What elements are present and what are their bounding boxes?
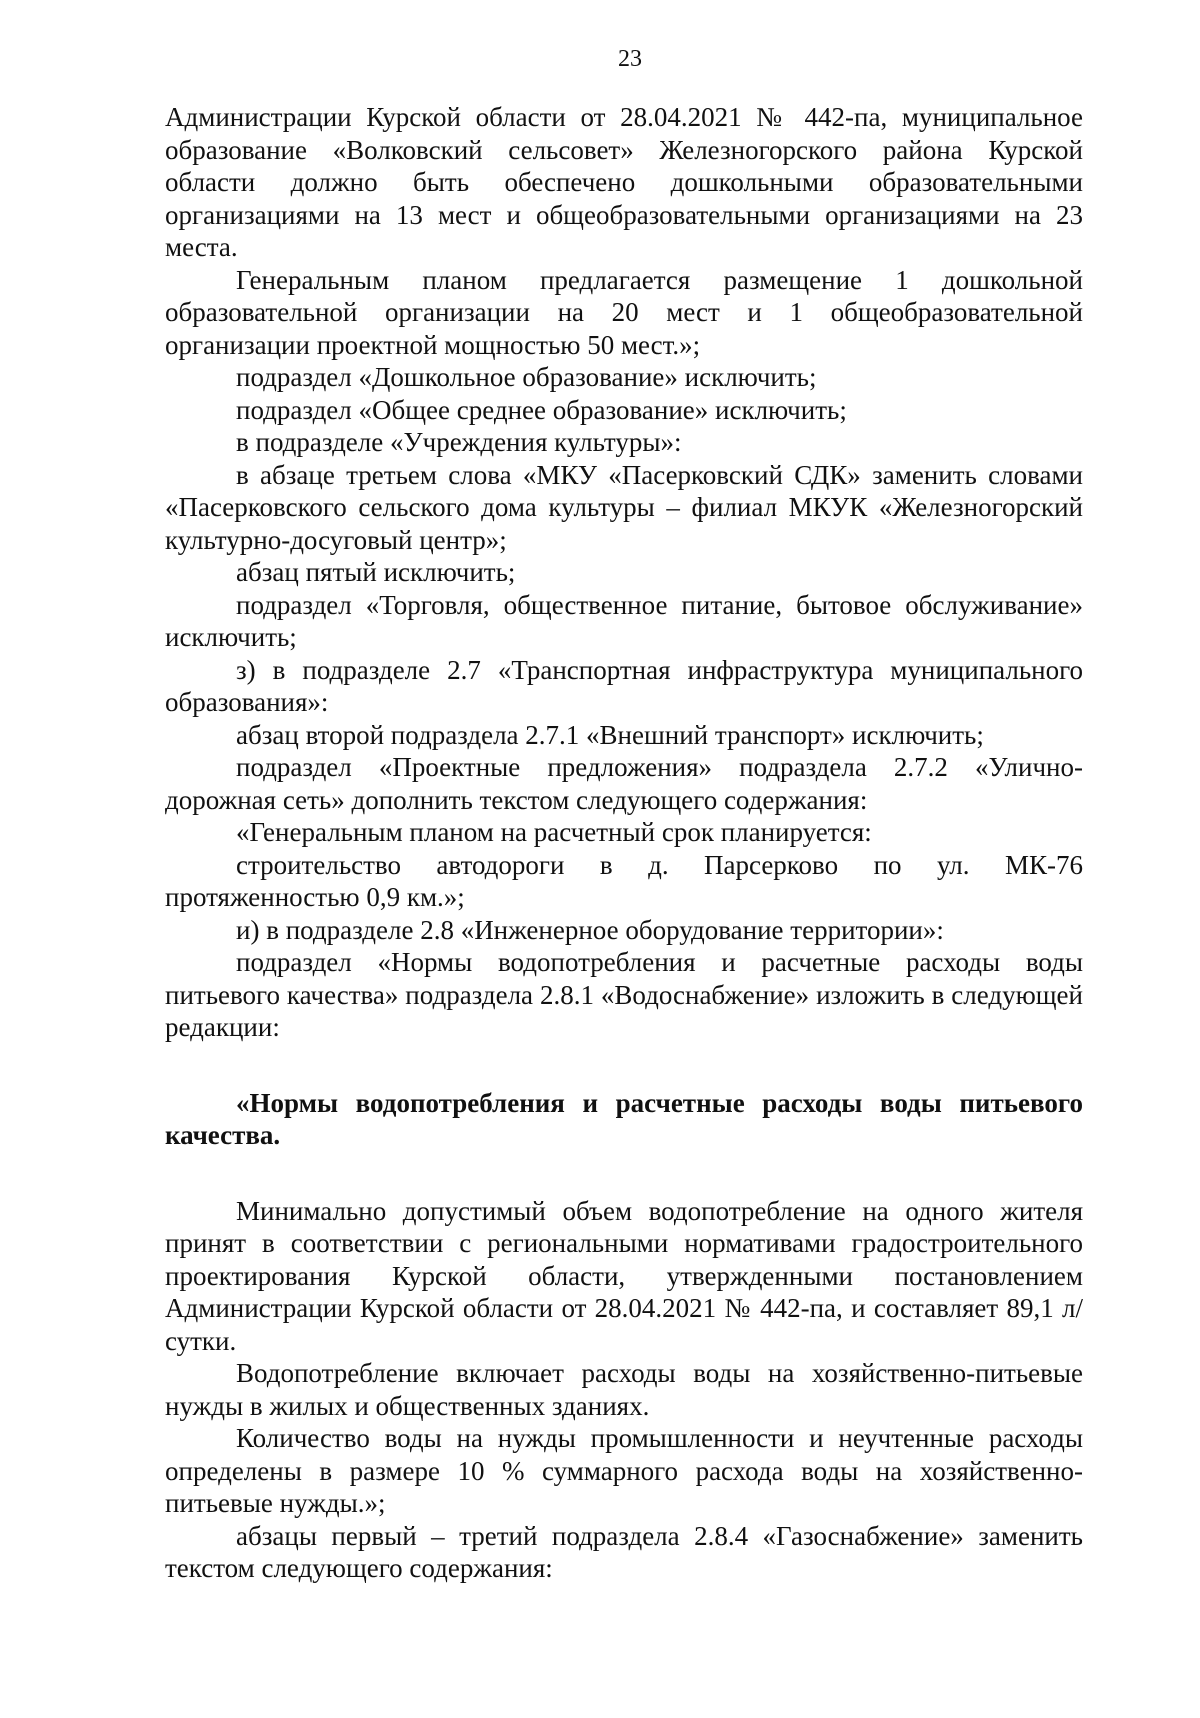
paragraph-4: подраздел «Общее среднее образование» исключить;: [236, 394, 847, 425]
paragraph-12: «Генеральным планом на расчетный срок планируется:: [236, 817, 872, 847]
paragraph-14: и) в подразделе 2.8 «Инженерное оборудование территории»:: [236, 914, 944, 945]
paragraph-2: Генеральным планом предлагается размещение 1 дошкольной образовательной организации на 20 мест и 1 общеобразовательной организации проектной мощностью 50 мест.»;: [165, 264, 1083, 360]
paragraph-18: Водопотребление включает расходы воды на хозяйственно-питьевые нужды в жилых и общественных зданиях.: [165, 1358, 1083, 1421]
page-number: 23: [618, 46, 642, 72]
paragraph-19: Количество воды на нужды промышленности и неучтенные расходы определены в размере 10 % суммарного расхода воды на хозяйственно-питьевые нужды.»;: [165, 1423, 1083, 1518]
paragraph-1: Администрации Курской области от 28.04.2021 № 442-па, муниципальное образование «Волковский сельсовет» Железногорского района Курской области должно быть обеспечено дошкольными образовательными организациями на 13 мест и общеобразовательными организациями на 23 места.: [165, 102, 1083, 262]
paragraph-9: з) в подразделе 2.7 «Транспортная инфраструктура муниципального образования»:: [165, 654, 1083, 717]
paragraph-11: подраздел «Проектные предложения» подраздела 2.7.2 «Улично-дорожная сеть» дополнить текстом следующего содержания:: [165, 752, 1083, 815]
document-body: [165, 101, 1083, 1585]
paragraph-6: в абзаце третьем слова «МКУ «Пасерковский СДК» заменить словами «Пасерковского сельского дома культуры – филиал МКУК «Железногорский культурно-досуговый центр»;: [165, 459, 1083, 555]
paragraph-15: подраздел «Нормы водопотребления и расчетные расходы воды питьевого качества» подраздела 2.8.1 «Водоснабжение» изложить в следующей редакции:: [165, 947, 1083, 1042]
paragraph-8: подраздел «Торговля, общественное питание, бытовое обслуживание» исключить;: [165, 589, 1083, 652]
paragraph-20: абзацы первый – третий подраздела 2.8.4 «Газоснабжение» заменить текстом следующего содержания:: [165, 1520, 1083, 1583]
paragraph-10: абзац второй подраздела 2.7.1 «Внешний транспорт» исключить;: [236, 719, 984, 750]
section-heading: «Нормы водопотребления и расчетные расходы воды питьевого качества.: [165, 1087, 1083, 1150]
paragraph-17: Минимально допустимый объем водопотребление на одного жителя принят в соответствии с региональными нормативами градостроительного проектирования Курской области, утвержденными постановлением Администрации Курской области от 28.04.2021 № 442-па, и составляет 89,1 л/сутки.: [165, 1195, 1083, 1356]
paragraph-3: подраздел «Дошкольное образование» исключить;: [236, 362, 817, 392]
paragraph-5: в подразделе «Учреждения культуры»:: [236, 427, 682, 457]
paragraph-13: строительство автодороги в д. Парсерково по ул. МК-76 протяженностью 0,9 км.»;: [165, 849, 1083, 912]
paragraph-7: абзац пятый исключить;: [236, 557, 516, 587]
